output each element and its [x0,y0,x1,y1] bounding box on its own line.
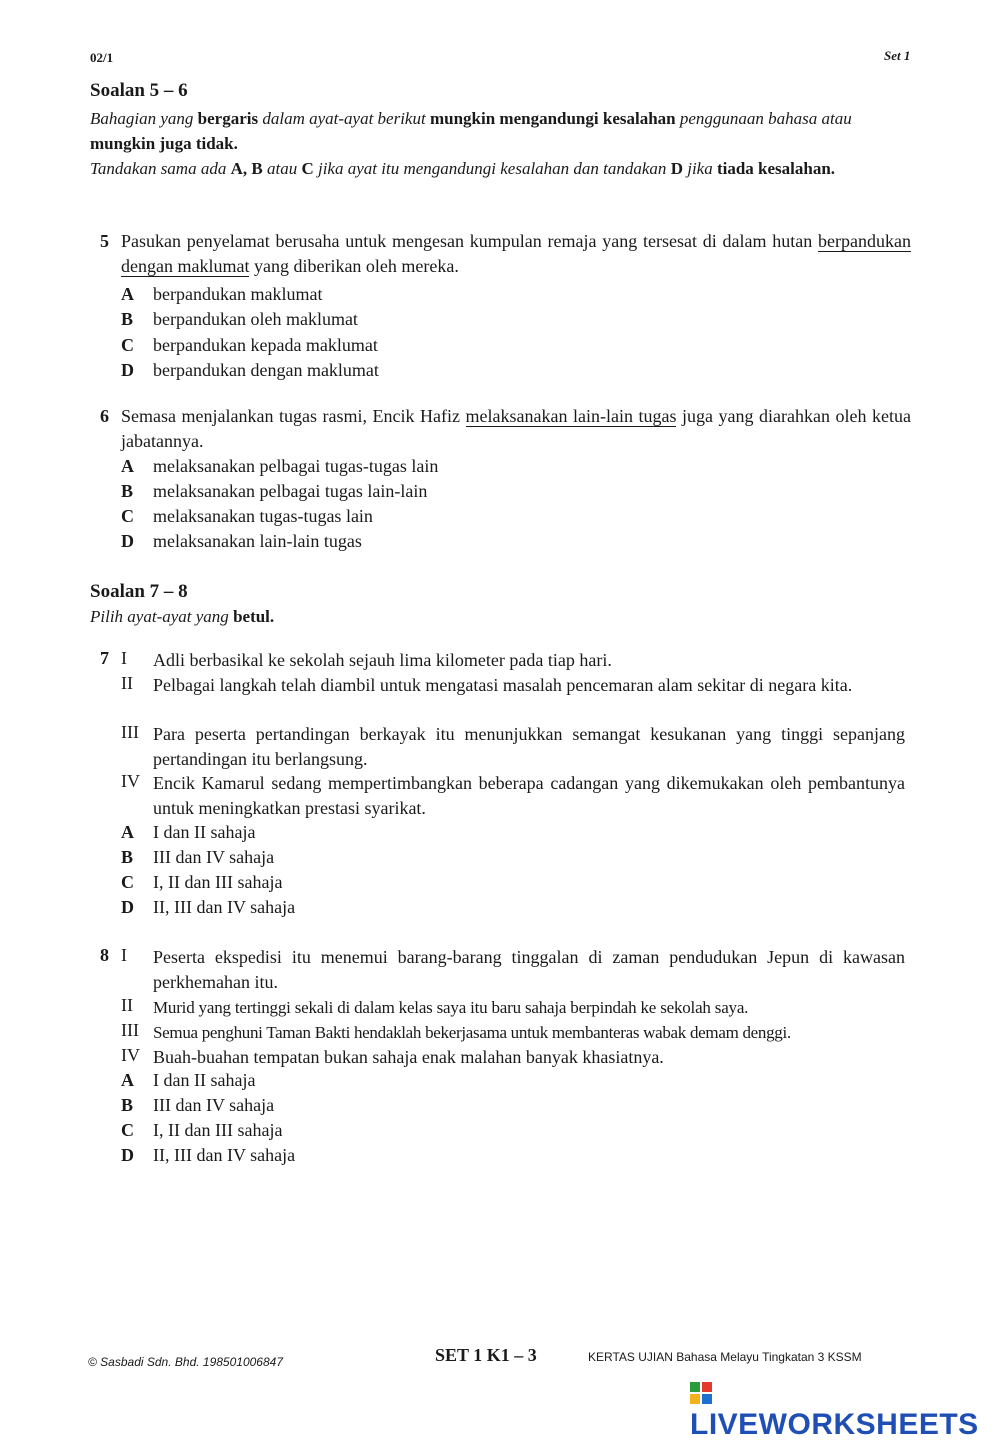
statement-roman: I [121,648,127,668]
option-letter: A [121,1070,134,1090]
option-text: I, II dan III sahaja [153,872,283,892]
option-letter: D [121,897,134,917]
statement-text: Buah-buahan tempatan bukan sahaja enak malahan banyak khasiatnya. [153,1047,664,1067]
question-number: 8 [100,945,109,965]
option-d[interactable] [121,358,379,383]
instruction-part: Pilih ayat-ayat yang [90,607,234,626]
statement-text: Semua penghuni Taman Bakti hendaklah bekerjasama untuk membanteras wabak demam denggi. [153,1023,791,1042]
instruction-part: jika [682,159,717,178]
question-text-part: yang diberikan oleh mereka. [249,256,459,276]
section-title-5-6: Soalan 5 – 6 [90,80,188,101]
option-text: III dan IV sahaja [153,1095,275,1115]
question-text-part: Pasukan penyelamat berusaha untuk mengesan kumpulan remaja yang tersesat di dalam hutan [121,231,819,251]
instruction-part: atau [262,159,302,178]
statement-text: Adli berbasikal ke sekolah sejauh lima kilometer pada tiap hari. [153,650,612,670]
option-letter: D [121,360,134,380]
statement-text: Encik Kamarul sedang mempertimbangkan beberapa cadangan yang dikemukakan oleh pembantunya untuk meningkatkan prestasi syarikat. [153,773,905,818]
option-letter: A [121,456,134,476]
instruction-part: betul. [233,607,275,626]
option-c[interactable] [121,504,373,529]
question-number: 7 [100,648,109,668]
option-a[interactable] [121,822,255,843]
statement-text: Pelbagai langkah telah diambil untuk mengatasi masalah pencemaran alam sekitar di negara kita. [153,675,853,695]
instruction-part: tiada kesalahan. [716,159,836,178]
option-a[interactable] [121,454,438,479]
option-text: melaksanakan pelbagai tugas-tugas lain [153,456,439,476]
statement-roman: IV [121,771,140,791]
instruction-part: A, B [230,159,263,178]
option-letter: B [121,847,134,867]
option-letter: B [121,481,134,501]
option-text: melaksanakan lain-lain tugas [153,531,362,551]
question-text-part: Semasa menjalankan tugas rasmi, Encik Hafiz [121,406,466,426]
section-title-7-8: Soalan 7 – 8 [90,581,188,602]
statement-roman: III [121,1020,139,1040]
liveworksheets-logo-icon [690,1378,712,1400]
option-text: berpandukan oleh maklumat [153,309,358,329]
option-c[interactable] [121,1120,282,1141]
option-b[interactable] [121,1095,274,1116]
option-d[interactable] [121,529,362,554]
option-text: I dan II sahaja [153,822,256,842]
watermark-text: LIVEWORKSHEETS [690,1408,979,1441]
option-text: III dan IV sahaja [153,847,275,867]
statement-text: Peserta ekspedisi itu menemui barang-barang tinggalan di zaman pendudukan Jepun di kawasan perkhemahan itu. [153,947,905,992]
option-text: berpandukan maklumat [153,284,323,304]
statement-roman: II [121,995,133,1015]
instruction-part: C [301,159,314,178]
liveworksheets-watermark[interactable] [690,1374,1000,1442]
paper-code: 02/1 [90,50,114,65]
instruction-part: mungkin mengandungi kesalahan [429,109,676,128]
option-text: berpandukan dengan maklumat [153,360,379,380]
instruction-part: mungkin juga tidak. [90,134,238,153]
option-text: berpandukan kepada maklumat [153,335,378,355]
option-text: II, III dan IV sahaja [153,1145,296,1165]
option-text: I dan II sahaja [153,1070,256,1090]
instruction-part: Bahagian yang [90,109,198,128]
paper-title: KERTAS UJIAN Bahasa Melayu Tingkatan 3 KSSM [588,1350,862,1364]
option-letter: C [121,335,134,355]
option-text: melaksanakan tugas-tugas lain [153,506,373,526]
statement-roman: I [121,945,127,965]
statement-roman: IV [121,1045,140,1065]
option-letter: B [121,309,134,329]
copyright: © Sasbadi Sdn. Bhd. 198501006847 [88,1355,283,1369]
question-text-part: juga yang diarahkan oleh ketua jabatannya. [121,406,911,451]
statement-text: Para peserta pertandingan berkayak itu menunjukkan semangat kesukanan yang tinggi sepanjang pertandingan itu berlangsung. [153,724,905,769]
option-text: melaksanakan pelbagai tugas lain-lain [153,481,428,501]
instruction-part: penggunaan bahasa atau [675,109,852,128]
question-number: 5 [100,231,109,251]
section-instructions-7-8 [90,604,920,629]
option-letter: D [121,1145,134,1165]
option-a[interactable] [121,1070,255,1091]
statement-roman: III [121,722,139,742]
instruction-part: D [670,159,683,178]
option-letter: D [121,531,134,551]
option-d[interactable] [121,897,295,918]
page-label: SET 1 K1 – 3 [435,1345,537,1365]
option-letter: C [121,872,134,892]
option-letter: C [121,506,134,526]
instruction-part: Tandakan sama ada [90,159,231,178]
option-text: I, II dan III sahaja [153,1120,283,1140]
option-letter: B [121,1095,134,1115]
option-b[interactable] [121,479,427,504]
question-text [121,229,911,279]
underlined-phrase: berpandukan dengan maklumat [121,231,911,276]
option-a[interactable] [121,282,322,307]
set-label: Set 1 [884,48,911,63]
instruction-part: dalam ayat-ayat berikut [258,109,430,128]
option-b[interactable] [121,307,358,332]
option-c[interactable] [121,333,378,358]
option-letter: A [121,284,134,304]
underlined-phrase: melaksanakan lain-lain tugas [465,406,677,426]
question-number: 6 [100,406,109,426]
option-c[interactable] [121,872,282,893]
option-d[interactable] [121,1145,295,1166]
statement-text: Murid yang tertinggi sekali di dalam kelas saya itu baru sahaja berpindah ke sekolah saya. [153,998,749,1017]
option-letter: C [121,1120,134,1140]
option-b[interactable] [121,847,274,868]
instruction-part: jika ayat itu mengandungi kesalahan dan tandakan [313,159,671,178]
section-instructions-5-6 [90,106,920,181]
instruction-part: bergaris [197,109,259,128]
statement-roman: II [121,673,133,693]
option-text: II, III dan IV sahaja [153,897,296,917]
option-letter: A [121,822,134,842]
question-text [121,404,911,454]
